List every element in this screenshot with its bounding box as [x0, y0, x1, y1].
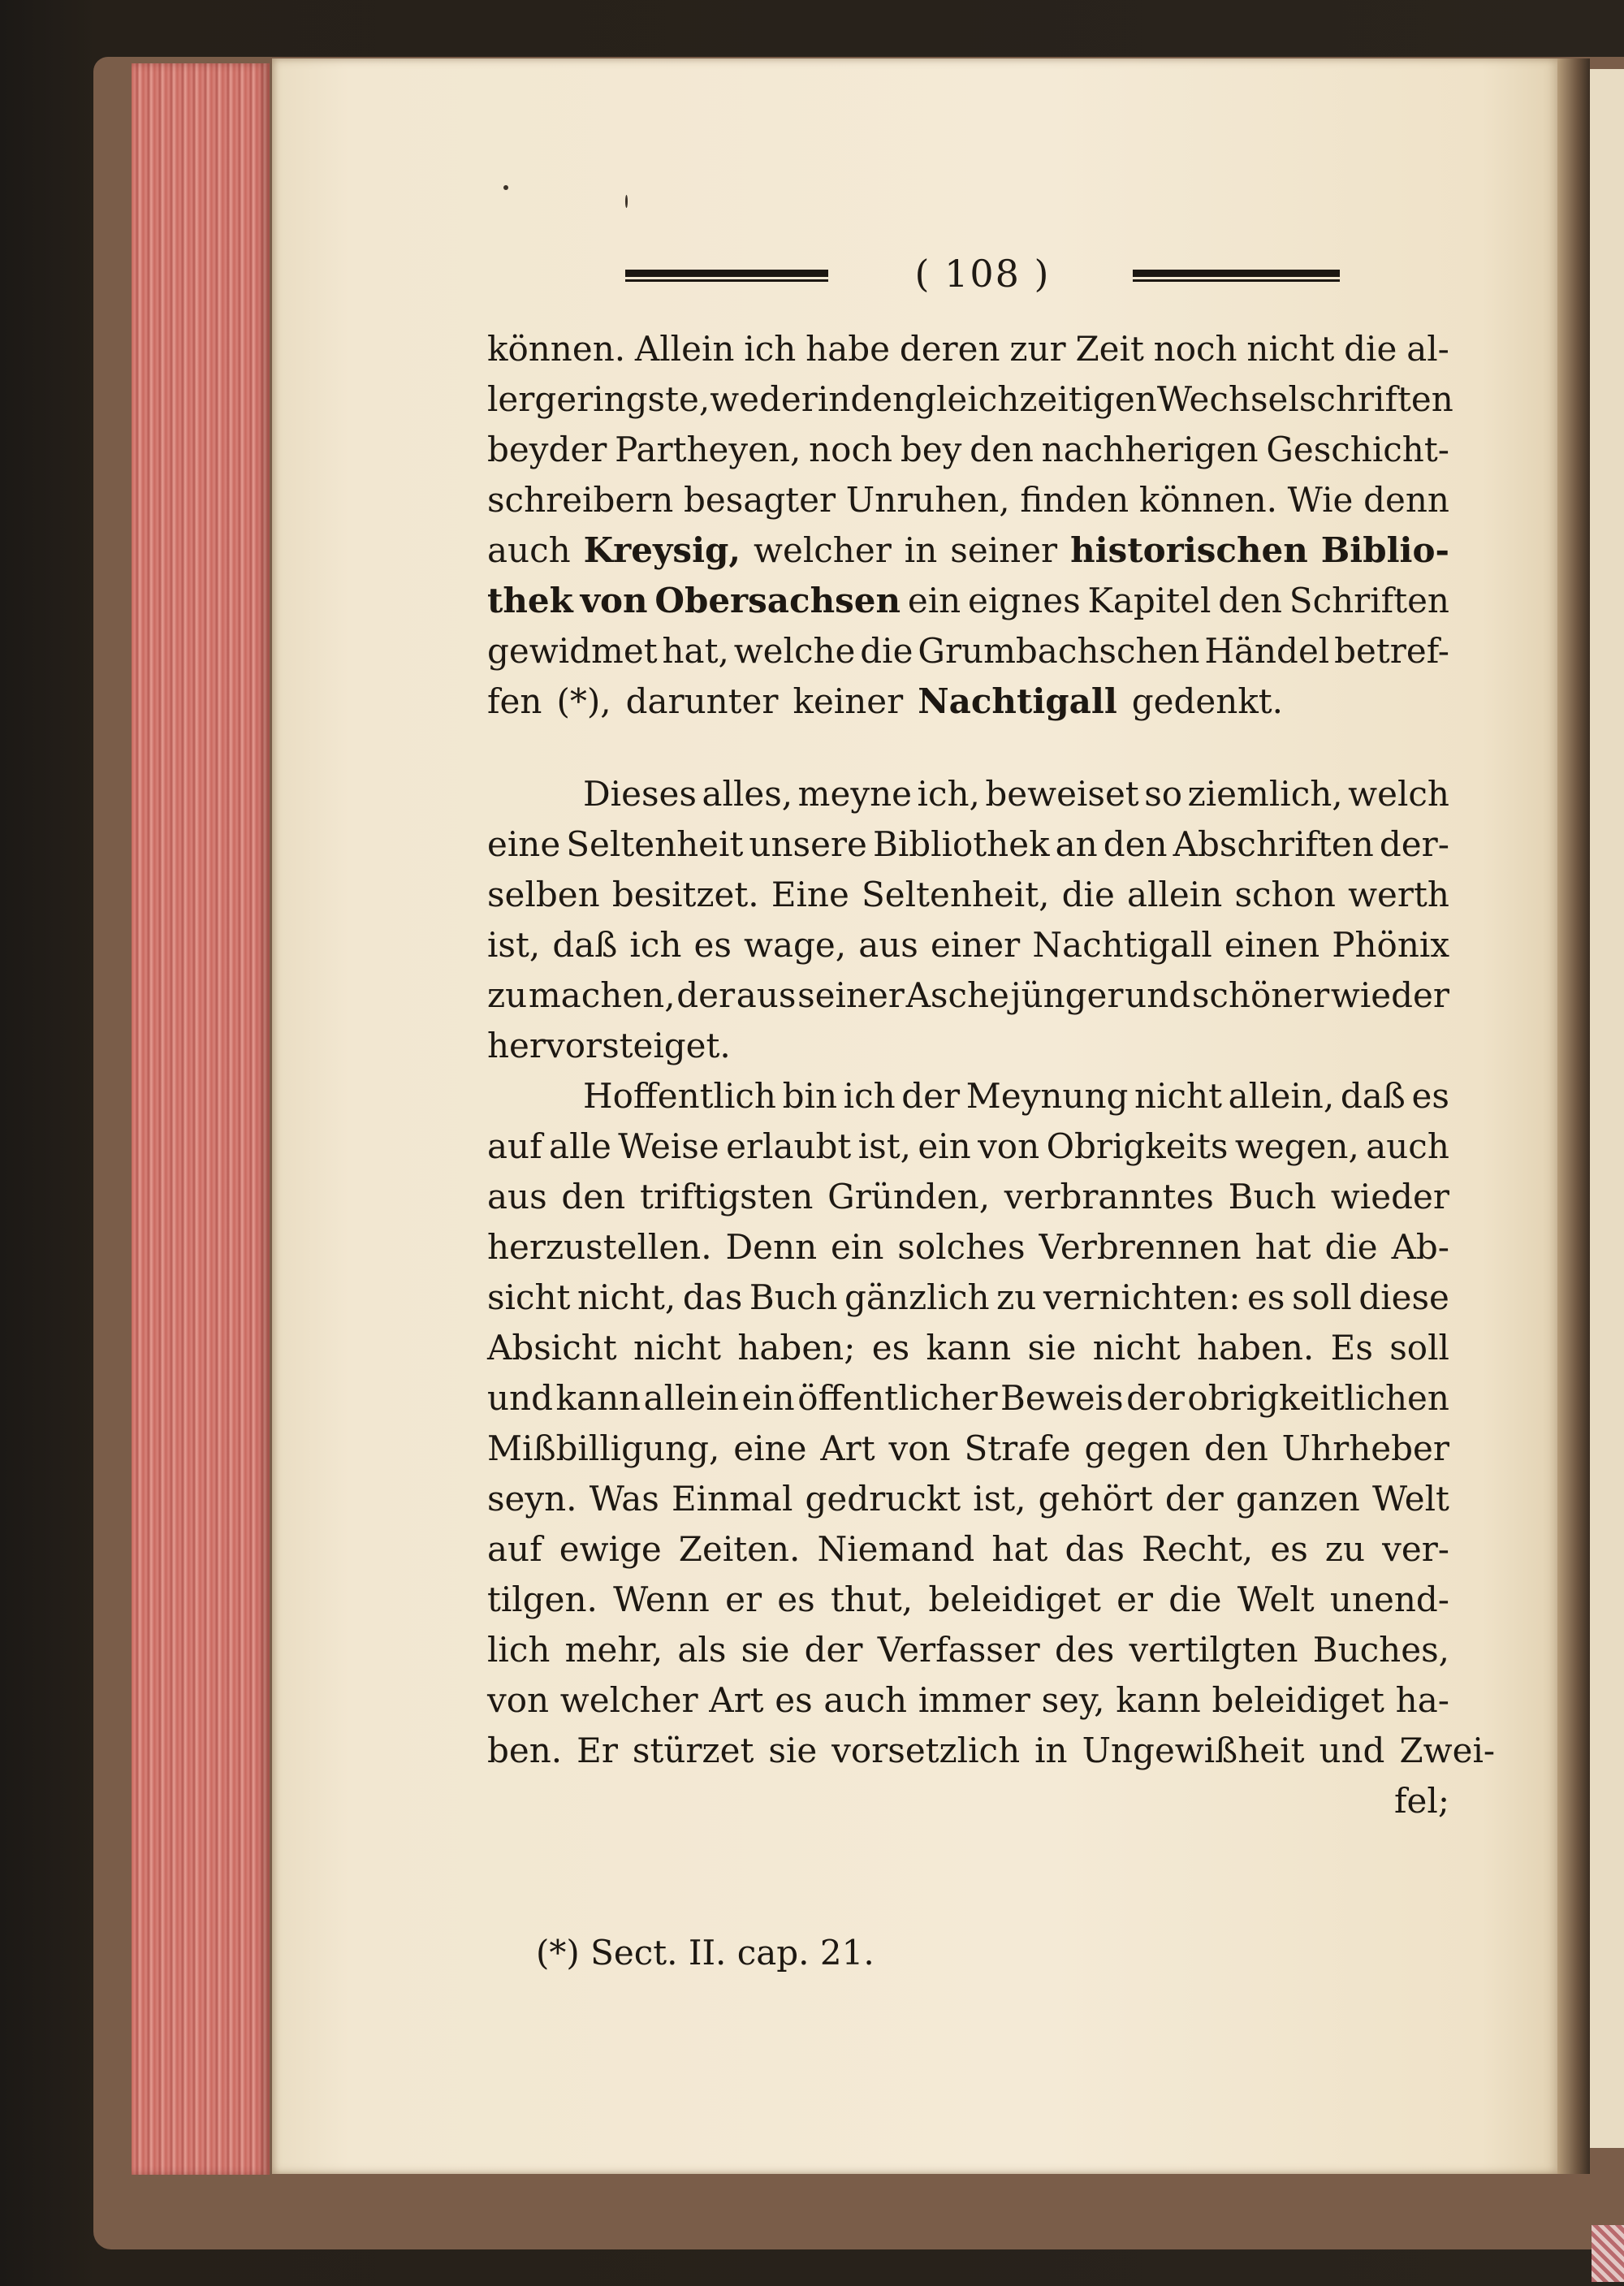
word: die: [1344, 329, 1397, 369]
word: Absicht: [487, 1328, 617, 1368]
word: Verfasser: [877, 1630, 1040, 1670]
word: den: [1203, 1428, 1268, 1468]
word: zu: [487, 975, 528, 1015]
word: werth: [1348, 875, 1449, 914]
word: das: [682, 1277, 743, 1317]
word: es: [1247, 1277, 1285, 1317]
text-line: [487, 925, 1449, 975]
word: auch: [823, 1680, 908, 1720]
word: kann: [555, 1378, 641, 1418]
word: Buches,: [1312, 1630, 1449, 1670]
word: jünger: [1010, 975, 1124, 1015]
footnote: (*) Sect. II. cap. 21.: [536, 1933, 875, 1973]
word: immer: [918, 1680, 1030, 1720]
word: nicht: [1246, 329, 1335, 369]
word: gegen: [1084, 1428, 1191, 1468]
word: allein: [1127, 875, 1223, 914]
word: aus: [858, 925, 918, 965]
word: erlaubt: [726, 1126, 852, 1166]
word: Art: [820, 1428, 875, 1468]
book-gutter: [1557, 58, 1590, 2174]
word: es: [871, 1328, 910, 1368]
ink-speck: [625, 195, 628, 208]
word: der: [804, 1630, 863, 1670]
word: stürzet: [632, 1731, 754, 1770]
word: so: [1144, 774, 1183, 814]
word: mehr,: [564, 1630, 663, 1670]
word: Art: [709, 1680, 764, 1720]
word: ben.: [487, 1731, 563, 1770]
word: welcher: [559, 1680, 698, 1720]
word: fen: [487, 681, 542, 721]
text-line: [487, 1731, 1496, 1781]
text-line: [487, 581, 1449, 631]
word: die: [1324, 1227, 1378, 1267]
word: der: [1126, 1378, 1185, 1418]
text-line: [487, 1378, 1449, 1428]
word: des: [1054, 1630, 1115, 1670]
facing-page-edge: [1590, 69, 1624, 2148]
word: eignes: [968, 581, 1081, 620]
word: den: [1218, 581, 1282, 620]
word: ist,: [487, 925, 541, 965]
word: der-: [1379, 824, 1449, 864]
word: obrigkeitlichen: [1187, 1378, 1449, 1418]
word: vertilgten: [1129, 1630, 1298, 1670]
word: den: [561, 1177, 626, 1216]
word: weder: [710, 379, 818, 419]
word: von: [888, 1428, 951, 1468]
word: noch: [809, 430, 893, 469]
body-text: [487, 329, 1496, 1831]
word: historischen: [1070, 530, 1308, 570]
word: Niemand: [817, 1529, 975, 1569]
word: können.: [1138, 480, 1277, 520]
word: triftigsten: [639, 1177, 814, 1216]
word: und: [1125, 975, 1191, 1015]
word: Meynung: [965, 1076, 1129, 1116]
word: ich: [744, 329, 797, 369]
word: Zwei-: [1399, 1731, 1496, 1770]
word: eine: [733, 1428, 807, 1468]
catchword: [487, 1781, 1449, 1831]
word: zur: [1009, 329, 1066, 369]
text-line: [487, 1428, 1449, 1479]
word: von: [978, 1126, 1040, 1166]
word: habe: [806, 329, 890, 369]
word: zu: [1324, 1529, 1366, 1569]
word: ein: [831, 1227, 884, 1267]
word: gewidmet: [487, 631, 658, 671]
text-line: [487, 1026, 1449, 1076]
word: beleidiget: [928, 1579, 1101, 1619]
word: welche: [733, 631, 856, 671]
word: ich: [843, 1076, 896, 1116]
word: sicht: [487, 1277, 571, 1317]
word: eine: [487, 824, 561, 864]
word: welcher: [754, 530, 892, 570]
word: lergeringste,: [487, 379, 710, 419]
word: betref-: [1334, 631, 1449, 671]
word: in: [817, 379, 851, 419]
word: allein: [643, 1378, 739, 1418]
word: gehört: [1038, 1479, 1153, 1519]
word: Es: [1330, 1328, 1373, 1368]
word: als: [677, 1630, 727, 1670]
word: in: [904, 530, 938, 570]
word: gedenkt.: [1131, 681, 1284, 721]
word: herzustellen.: [487, 1227, 712, 1267]
word: Buch: [749, 1277, 838, 1317]
word: daß: [1340, 1076, 1406, 1116]
word: aus: [487, 1177, 547, 1216]
word: Einmal: [671, 1479, 793, 1519]
word: Phönix: [1332, 925, 1449, 965]
word: soll: [1389, 1328, 1449, 1368]
word: diese: [1358, 1277, 1449, 1317]
word: die: [1061, 875, 1115, 914]
word: der: [901, 1076, 961, 1116]
word: Denn: [725, 1227, 818, 1267]
word: Hoffentlich: [583, 1076, 776, 1116]
word: den: [1103, 824, 1168, 864]
word: keiner: [793, 681, 904, 721]
text-line: [487, 1126, 1449, 1177]
running-header: [625, 252, 1340, 294]
word: wage,: [744, 925, 847, 965]
word: al-: [1406, 329, 1449, 369]
word: er: [1116, 1579, 1154, 1619]
text-line: [487, 975, 1449, 1026]
word: seiner: [950, 530, 1058, 570]
word: ein: [918, 1126, 971, 1166]
word: können.: [487, 329, 626, 369]
word: wieder: [1330, 1177, 1449, 1216]
word: nicht,: [577, 1277, 676, 1317]
text-line: [487, 1177, 1449, 1227]
word: der: [676, 975, 736, 1015]
word: Uhrheber: [1281, 1428, 1449, 1468]
word: Recht,: [1142, 1529, 1254, 1569]
word: ich: [629, 925, 682, 965]
word: soll: [1292, 1277, 1352, 1317]
word: Grumbachschen: [918, 631, 1200, 671]
word: seyn.: [487, 1479, 577, 1519]
word: Eine: [771, 875, 849, 914]
word: Wenn: [613, 1579, 710, 1619]
word: ist,: [857, 1126, 911, 1166]
word: unend-: [1329, 1579, 1449, 1619]
word: Ab-: [1391, 1227, 1449, 1267]
word: noch: [1153, 329, 1237, 369]
word: sey,: [1041, 1680, 1105, 1720]
word: an: [1055, 824, 1098, 864]
word: es: [693, 925, 732, 965]
word: sie: [741, 1630, 790, 1670]
word: alle: [549, 1126, 611, 1166]
text-line: [487, 1076, 1449, 1126]
text-line: [487, 1277, 1449, 1328]
word: Kreysig,: [583, 530, 741, 570]
word: Schriften: [1289, 581, 1449, 620]
word: nicht: [1092, 1328, 1181, 1368]
word: Mißbilligung,: [487, 1428, 720, 1468]
word: von: [580, 581, 648, 620]
word: haben;: [737, 1328, 856, 1368]
word: schon: [1234, 875, 1336, 914]
word: darunter: [625, 681, 779, 721]
word: Was: [589, 1479, 659, 1519]
word: beweiset: [985, 774, 1139, 814]
word: ein: [741, 1378, 795, 1418]
word: Händel: [1204, 631, 1330, 671]
word: hervorsteiget.: [487, 1026, 731, 1065]
text-line: [487, 1328, 1449, 1378]
word: Welt: [1237, 1579, 1315, 1619]
word: wieder: [1330, 975, 1449, 1015]
text-line: [487, 1227, 1449, 1277]
word: aus: [736, 975, 797, 1015]
word: ha-: [1395, 1680, 1449, 1720]
word: es: [1411, 1076, 1449, 1116]
word: Wie: [1287, 480, 1354, 520]
bookmark-ribbon: [1592, 2225, 1624, 2282]
text-line: [487, 1479, 1449, 1529]
word: unsere: [749, 824, 867, 864]
word: einer: [930, 925, 1021, 965]
word: Zeiten.: [678, 1529, 801, 1569]
word: wegen,: [1234, 1126, 1359, 1166]
text-line: [487, 681, 1449, 732]
word: Obrigkeits: [1046, 1126, 1229, 1166]
word: ich,: [917, 774, 980, 814]
word: beleidiget: [1212, 1680, 1384, 1720]
word: Beweis: [1000, 1378, 1124, 1418]
word: nicht: [633, 1328, 721, 1368]
word: Biblio-: [1320, 530, 1449, 570]
text-line: [487, 1630, 1449, 1680]
word: den: [850, 379, 915, 419]
word: sie: [1027, 1328, 1077, 1368]
word: Nachtigall: [1032, 925, 1212, 965]
word: Obersachsen: [654, 581, 901, 620]
word: zu: [996, 1277, 1037, 1317]
word: ein: [907, 581, 961, 620]
word: sie: [768, 1731, 818, 1770]
word: das: [1065, 1529, 1125, 1569]
text-line: [487, 1529, 1449, 1579]
word: Unruhen,: [845, 480, 1010, 520]
word: verbranntes: [1004, 1177, 1214, 1216]
word: hat: [991, 1529, 1048, 1569]
word: öffentlicher: [797, 1378, 998, 1418]
word: Seltenheit: [566, 824, 744, 864]
word: auch: [1366, 1126, 1449, 1166]
word: Nachtigall: [918, 681, 1117, 721]
text-line: [487, 631, 1449, 681]
word: auch: [487, 530, 571, 570]
word: Strafe: [964, 1428, 1071, 1468]
word: den: [970, 430, 1034, 469]
word: die: [860, 631, 914, 671]
paragraph-gap: [487, 732, 1449, 774]
word: haben.: [1197, 1328, 1315, 1368]
word: Gründen,: [827, 1177, 991, 1216]
word: gedruckt: [805, 1479, 961, 1519]
word: er: [725, 1579, 762, 1619]
word: tilgen.: [487, 1579, 598, 1619]
text-line: [487, 774, 1449, 824]
word: welch: [1348, 774, 1449, 814]
word: besagter: [684, 480, 836, 520]
word: kann: [1116, 1680, 1201, 1720]
word: Er: [577, 1731, 618, 1770]
word: ist,: [973, 1479, 1026, 1519]
text-line: [487, 824, 1449, 875]
word: Wechselschriften: [1156, 379, 1453, 419]
word: seiner: [797, 975, 905, 1015]
word: daß: [552, 925, 618, 965]
word: von: [487, 1680, 550, 1720]
word: einen: [1224, 925, 1320, 965]
word: meyne: [797, 774, 912, 814]
word: Zeit: [1075, 329, 1144, 369]
word: ziemlich,: [1187, 774, 1343, 814]
word: finden: [1020, 480, 1129, 520]
word: nicht: [1134, 1076, 1222, 1116]
text-line: [487, 530, 1449, 581]
word: Dieses: [583, 774, 697, 814]
word: beyder: [487, 430, 607, 469]
word: lich: [487, 1630, 551, 1670]
word: auf: [487, 1126, 542, 1166]
text-line: [487, 430, 1449, 480]
word: hat: [1255, 1227, 1311, 1267]
word: (*),: [556, 681, 611, 721]
word: deren: [899, 329, 1000, 369]
word: Allein: [634, 329, 735, 369]
word: Geschicht-: [1266, 430, 1449, 469]
word: alles,: [702, 774, 793, 814]
word: gleichzeitigen: [914, 379, 1157, 419]
word: gänzlich: [844, 1277, 990, 1317]
text-line: [487, 875, 1449, 925]
text-line: [487, 329, 1449, 379]
word: die: [1168, 1579, 1222, 1619]
word: solches: [897, 1227, 1026, 1267]
word: und: [1319, 1731, 1385, 1770]
word: schöner: [1191, 975, 1330, 1015]
word: bin: [782, 1076, 837, 1116]
header-rule-left: [625, 270, 828, 283]
word: bey: [900, 430, 962, 469]
word: vernichten:: [1043, 1277, 1241, 1317]
word: kann: [926, 1328, 1012, 1368]
word: Bibliothek: [872, 824, 1050, 864]
text-line: [487, 480, 1449, 530]
page-edges: [132, 63, 270, 2175]
text-line: [487, 1680, 1449, 1731]
word: es: [777, 1579, 815, 1619]
word: Buch: [1228, 1177, 1317, 1216]
word: Ungewißheit: [1082, 1731, 1305, 1770]
word: Kapitel: [1087, 581, 1212, 620]
word: Partheyen,: [615, 430, 801, 469]
word: Welt: [1371, 1479, 1449, 1519]
word: ewige: [559, 1529, 662, 1569]
page-number: ( 108 ): [914, 252, 1051, 296]
word: ganzen: [1235, 1479, 1360, 1519]
word: es: [775, 1680, 813, 1720]
text-line: [487, 379, 1453, 430]
word: selben: [487, 875, 600, 914]
word: thek: [487, 581, 573, 620]
word: schreibern: [487, 480, 674, 520]
word: auf: [487, 1529, 542, 1569]
word: hat,: [662, 631, 729, 671]
word: Weise: [618, 1126, 719, 1166]
word: in: [1034, 1731, 1068, 1770]
word: machen,: [528, 975, 676, 1015]
word: thut,: [830, 1579, 914, 1619]
header-rule-right: [1133, 270, 1340, 283]
word: und: [487, 1378, 553, 1418]
word: Verbrennen: [1039, 1227, 1242, 1267]
word: besitzet.: [611, 875, 759, 914]
word: allein,: [1228, 1076, 1335, 1116]
word: nachherigen: [1041, 430, 1259, 469]
word: Asche: [905, 975, 1009, 1015]
word: denn: [1363, 480, 1449, 520]
word: vorsetzlich: [831, 1731, 1021, 1770]
word: Seltenheit,: [862, 875, 1050, 914]
text-line: [487, 1579, 1449, 1630]
word: ver-: [1382, 1529, 1449, 1569]
word: der: [1164, 1479, 1224, 1519]
word: es: [1270, 1529, 1308, 1569]
word: fel;: [1394, 1781, 1449, 1821]
ink-speck: [503, 185, 508, 190]
word: Abschriften: [1173, 824, 1374, 864]
